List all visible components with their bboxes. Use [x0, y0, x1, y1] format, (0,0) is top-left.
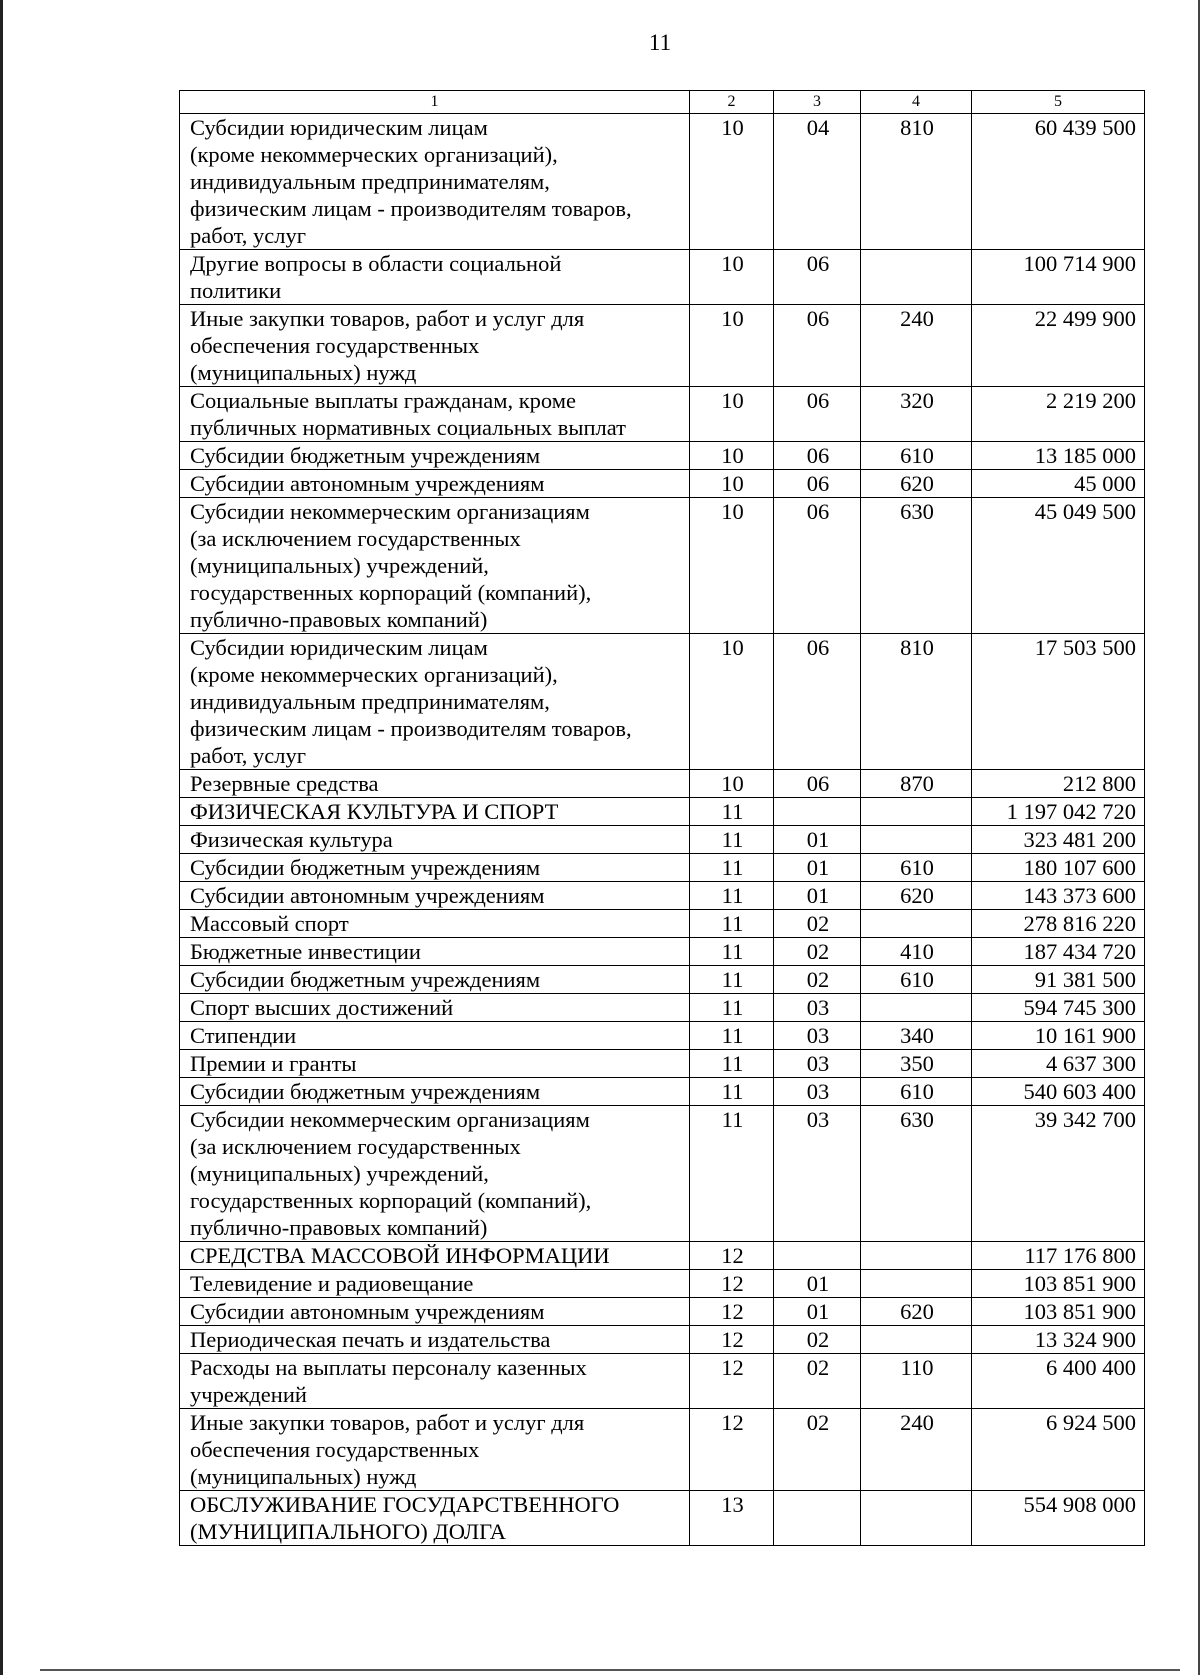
expense-kind-code — [861, 910, 972, 938]
subsection-code: 03 — [774, 1022, 861, 1050]
row-name: Субсидии автономным учреждениям — [180, 1298, 690, 1326]
table-row — [180, 114, 1145, 250]
expense-kind-code: 340 — [861, 1022, 972, 1050]
expense-kind-code: 320 — [861, 387, 972, 442]
subsection-code: 02 — [774, 1354, 861, 1409]
row-name: Массовый спорт — [180, 910, 690, 938]
expense-kind-code: 620 — [861, 470, 972, 498]
section-code: 11 — [690, 854, 774, 882]
row-name: Спорт высших достижений — [180, 994, 690, 1022]
row-name: Физическая культура — [180, 826, 690, 854]
expense-kind-code: 610 — [861, 966, 972, 994]
row-name: Субсидии юридическим лицам (кроме некоммерческих организаций), индивидуальным предпринимателям, физическим лицам - производителям товаров, работ, услуг — [180, 114, 690, 250]
table-row — [180, 1078, 1145, 1106]
subsection-code: 06 — [774, 387, 861, 442]
amount: 91 381 500 — [972, 966, 1145, 994]
amount: 103 851 900 — [972, 1270, 1145, 1298]
column-number: 1 — [180, 91, 690, 114]
section-code: 10 — [690, 250, 774, 305]
expense-kind-code: 620 — [861, 882, 972, 910]
row-name: Субсидии некоммерческим организациям (за исключением государственных (муниципальных) учреждений, государственных корпораций (компаний), публично-правовых компаний) — [180, 1106, 690, 1242]
table-row — [180, 1354, 1145, 1409]
column-number: 2 — [690, 91, 774, 114]
subsection-code: 06 — [774, 305, 861, 387]
section-code: 10 — [690, 387, 774, 442]
amount: 13 324 900 — [972, 1326, 1145, 1354]
subsection-code — [774, 1491, 861, 1546]
section-code: 12 — [690, 1298, 774, 1326]
row-name: Субсидии некоммерческим организациям (за исключением государственных (муниципальных) учреждений, государственных корпораций (компаний), публично-правовых компаний) — [180, 498, 690, 634]
amount: 212 800 — [972, 770, 1145, 798]
row-name: Субсидии юридическим лицам (кроме некоммерческих организаций), индивидуальным предпринимателям, физическим лицам - производителям товаров, работ, услуг — [180, 634, 690, 770]
row-name: Субсидии автономным учреждениям — [180, 882, 690, 910]
row-name: Субсидии бюджетным учреждениям — [180, 854, 690, 882]
section-code: 12 — [690, 1242, 774, 1270]
section-code: 11 — [690, 1022, 774, 1050]
subsection-code: 01 — [774, 1270, 861, 1298]
scan-edge-left — [0, 0, 3, 1675]
expense-kind-code: 610 — [861, 854, 972, 882]
expense-kind-code: 630 — [861, 1106, 972, 1242]
subsection-code: 06 — [774, 634, 861, 770]
table-row — [180, 826, 1145, 854]
column-number: 4 — [861, 91, 972, 114]
table-row — [180, 770, 1145, 798]
table-row — [180, 966, 1145, 994]
subsection-code: 03 — [774, 1050, 861, 1078]
subsection-code: 02 — [774, 1409, 861, 1491]
row-name: Иные закупки товаров, работ и услуг для обеспечения государственных (муниципальных) нужд — [180, 305, 690, 387]
row-name: Телевидение и радиовещание — [180, 1270, 690, 1298]
subsection-code: 02 — [774, 966, 861, 994]
subsection-code — [774, 798, 861, 826]
amount: 6 400 400 — [972, 1354, 1145, 1409]
amount: 13 185 000 — [972, 442, 1145, 470]
amount: 554 908 000 — [972, 1491, 1145, 1546]
subsection-code: 03 — [774, 1106, 861, 1242]
section-code: 12 — [690, 1270, 774, 1298]
expense-kind-code: 240 — [861, 305, 972, 387]
row-name: Премии и гранты — [180, 1050, 690, 1078]
column-number: 5 — [972, 91, 1145, 114]
expense-kind-code: 410 — [861, 938, 972, 966]
amount: 180 107 600 — [972, 854, 1145, 882]
row-name: Бюджетные инвестиции — [180, 938, 690, 966]
table-row — [180, 442, 1145, 470]
table-row — [180, 250, 1145, 305]
subsection-code: 02 — [774, 1326, 861, 1354]
section-code: 11 — [690, 1078, 774, 1106]
row-name: Периодическая печать и издательства — [180, 1326, 690, 1354]
subsection-code: 01 — [774, 854, 861, 882]
section-code: 13 — [690, 1491, 774, 1546]
table-row — [180, 882, 1145, 910]
row-name: Субсидии бюджетным учреждениям — [180, 442, 690, 470]
table-row — [180, 994, 1145, 1022]
section-code: 12 — [690, 1326, 774, 1354]
amount: 278 816 220 — [972, 910, 1145, 938]
subsection-code: 06 — [774, 470, 861, 498]
amount: 10 161 900 — [972, 1022, 1145, 1050]
subsection-code: 01 — [774, 826, 861, 854]
expense-kind-code — [861, 1242, 972, 1270]
section-code: 10 — [690, 470, 774, 498]
section-code: 12 — [690, 1409, 774, 1491]
row-name: СРЕДСТВА МАССОВОЙ ИНФОРМАЦИИ — [180, 1242, 690, 1270]
amount: 39 342 700 — [972, 1106, 1145, 1242]
section-code: 11 — [690, 826, 774, 854]
expense-kind-code — [861, 250, 972, 305]
table-body — [180, 114, 1145, 1546]
amount: 2 219 200 — [972, 387, 1145, 442]
expense-kind-code: 620 — [861, 1298, 972, 1326]
expense-kind-code: 870 — [861, 770, 972, 798]
row-name: Субсидии бюджетным учреждениям — [180, 966, 690, 994]
section-code: 11 — [690, 994, 774, 1022]
expense-kind-code — [861, 798, 972, 826]
table-row — [180, 938, 1145, 966]
budget-table — [179, 90, 1145, 1546]
row-name: Расходы на выплаты персоналу казенных учреждений — [180, 1354, 690, 1409]
table-row — [180, 1491, 1145, 1546]
subsection-code: 01 — [774, 882, 861, 910]
subsection-code: 01 — [774, 1298, 861, 1326]
section-code: 10 — [690, 770, 774, 798]
amount: 45 049 500 — [972, 498, 1145, 634]
expense-kind-code — [861, 1326, 972, 1354]
row-name: Другие вопросы в области социальной политики — [180, 250, 690, 305]
amount: 60 439 500 — [972, 114, 1145, 250]
subsection-code: 03 — [774, 1078, 861, 1106]
expense-kind-code — [861, 1270, 972, 1298]
expense-kind-code: 610 — [861, 1078, 972, 1106]
table-row — [180, 634, 1145, 770]
subsection-code: 02 — [774, 910, 861, 938]
section-code: 11 — [690, 910, 774, 938]
amount: 6 924 500 — [972, 1409, 1145, 1491]
expense-kind-code: 350 — [861, 1050, 972, 1078]
amount: 323 481 200 — [972, 826, 1145, 854]
scan-edge-bottom — [40, 1669, 1180, 1671]
subsection-code: 06 — [774, 770, 861, 798]
row-name: Социальные выплаты гражданам, кроме публичных нормативных социальных выплат — [180, 387, 690, 442]
expense-kind-code — [861, 1491, 972, 1546]
row-name: ФИЗИЧЕСКАЯ КУЛЬТУРА И СПОРТ — [180, 798, 690, 826]
section-code: 10 — [690, 498, 774, 634]
row-name: Субсидии бюджетным учреждениям — [180, 1078, 690, 1106]
section-code: 11 — [690, 882, 774, 910]
section-code: 10 — [690, 634, 774, 770]
amount: 4 637 300 — [972, 1050, 1145, 1078]
section-code: 10 — [690, 442, 774, 470]
table-row — [180, 910, 1145, 938]
page-number: 11 — [648, 30, 672, 55]
table-row — [180, 1326, 1145, 1354]
expense-kind-code: 110 — [861, 1354, 972, 1409]
table-row — [180, 1270, 1145, 1298]
row-name: Резервные средства — [180, 770, 690, 798]
amount: 594 745 300 — [972, 994, 1145, 1022]
amount: 22 499 900 — [972, 305, 1145, 387]
row-name: Субсидии автономным учреждениям — [180, 470, 690, 498]
section-code: 10 — [690, 114, 774, 250]
column-number: 3 — [774, 91, 861, 114]
expense-kind-code: 810 — [861, 634, 972, 770]
subsection-code: 02 — [774, 938, 861, 966]
expense-kind-code: 240 — [861, 1409, 972, 1491]
table-row — [180, 854, 1145, 882]
amount: 17 503 500 — [972, 634, 1145, 770]
amount: 117 176 800 — [972, 1242, 1145, 1270]
expense-kind-code — [861, 826, 972, 854]
subsection-code: 06 — [774, 442, 861, 470]
section-code: 11 — [690, 938, 774, 966]
section-code: 11 — [690, 1106, 774, 1242]
subsection-code: 04 — [774, 114, 861, 250]
table-row — [180, 498, 1145, 634]
section-code: 10 — [690, 305, 774, 387]
expense-kind-code: 630 — [861, 498, 972, 634]
column-number-row — [180, 91, 1145, 114]
table-row — [180, 387, 1145, 442]
row-name: Стипендии — [180, 1022, 690, 1050]
table-row — [180, 470, 1145, 498]
expense-kind-code: 810 — [861, 114, 972, 250]
amount: 540 603 400 — [972, 1078, 1145, 1106]
subsection-code: 06 — [774, 498, 861, 634]
table-row — [180, 305, 1145, 387]
section-code: 12 — [690, 1354, 774, 1409]
table-row — [180, 1409, 1145, 1491]
table-row — [180, 1022, 1145, 1050]
section-code: 11 — [690, 1050, 774, 1078]
row-name: Иные закупки товаров, работ и услуг для обеспечения государственных (муниципальных) нужд — [180, 1409, 690, 1491]
table-row — [180, 1242, 1145, 1270]
amount: 1 197 042 720 — [972, 798, 1145, 826]
expense-kind-code: 610 — [861, 442, 972, 470]
amount: 100 714 900 — [972, 250, 1145, 305]
table-row — [180, 1050, 1145, 1078]
expense-kind-code — [861, 994, 972, 1022]
amount: 45 000 — [972, 470, 1145, 498]
subsection-code — [774, 1242, 861, 1270]
section-code: 11 — [690, 798, 774, 826]
amount: 187 434 720 — [972, 938, 1145, 966]
subsection-code: 06 — [774, 250, 861, 305]
row-name: ОБСЛУЖИВАНИЕ ГОСУДАРСТВЕННОГО (МУНИЦИПАЛЬНОГО) ДОЛГА — [180, 1491, 690, 1546]
section-code: 11 — [690, 966, 774, 994]
table-row — [180, 1298, 1145, 1326]
amount: 143 373 600 — [972, 882, 1145, 910]
amount: 103 851 900 — [972, 1298, 1145, 1326]
table-row — [180, 1106, 1145, 1242]
table-row — [180, 798, 1145, 826]
subsection-code: 03 — [774, 994, 861, 1022]
